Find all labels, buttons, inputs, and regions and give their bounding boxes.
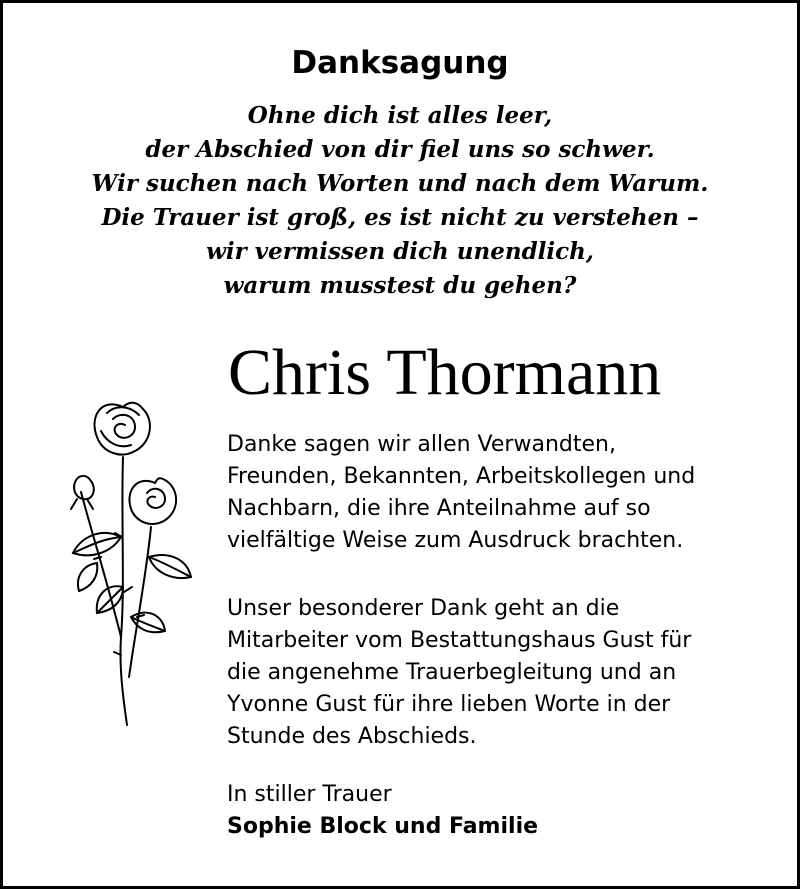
poem-line: Ohne dich ist alles leer, bbox=[247, 102, 553, 129]
notice-heading: Danksagung bbox=[291, 45, 509, 81]
paragraph-line: Mitarbeiter vom Bestattungshaus Gust für bbox=[227, 628, 692, 653]
rose-illustration bbox=[51, 387, 201, 727]
paragraph-line: Nachbarn, die ihre Anteilnahme auf so bbox=[227, 496, 651, 521]
poem bbox=[3, 99, 797, 303]
paragraph-line: Freunden, Bekannten, Arbeitskollegen und bbox=[227, 464, 696, 489]
deceased-name: Chris Thormann bbox=[228, 336, 662, 409]
paragraph-line: Danke sagen wir allen Verwandten, bbox=[227, 432, 616, 457]
closing-block bbox=[227, 779, 538, 843]
poem-line: Wir suchen nach Worten und nach dem Warum. bbox=[91, 170, 709, 197]
poem-line: Die Trauer ist groß, es ist nicht zu verstehen – bbox=[101, 204, 699, 231]
paragraph-line: Stunde des Abschieds. bbox=[227, 724, 477, 749]
paragraph-line: die angenehme Trauerbegleitung und an bbox=[227, 660, 677, 685]
thanks-paragraph bbox=[227, 429, 695, 557]
paragraph-line: Yvonne Gust für ihre lieben Worte in der bbox=[227, 692, 671, 717]
poem-line: wir vermissen dich unendlich, bbox=[206, 238, 594, 265]
paragraph-line: Unser besonderer Dank geht an die bbox=[227, 596, 620, 621]
closing-phrase: In stiller Trauer bbox=[227, 782, 392, 807]
special-thanks-paragraph bbox=[227, 593, 691, 753]
poem-line: warum musstest du gehen? bbox=[223, 272, 577, 299]
signature: Sophie Block und Familie bbox=[227, 814, 539, 839]
poem-line: der Abschied von dir fiel uns so schwer. bbox=[145, 136, 655, 163]
paragraph-line: vielfältige Weise zum Ausdruck brachten. bbox=[227, 528, 684, 553]
